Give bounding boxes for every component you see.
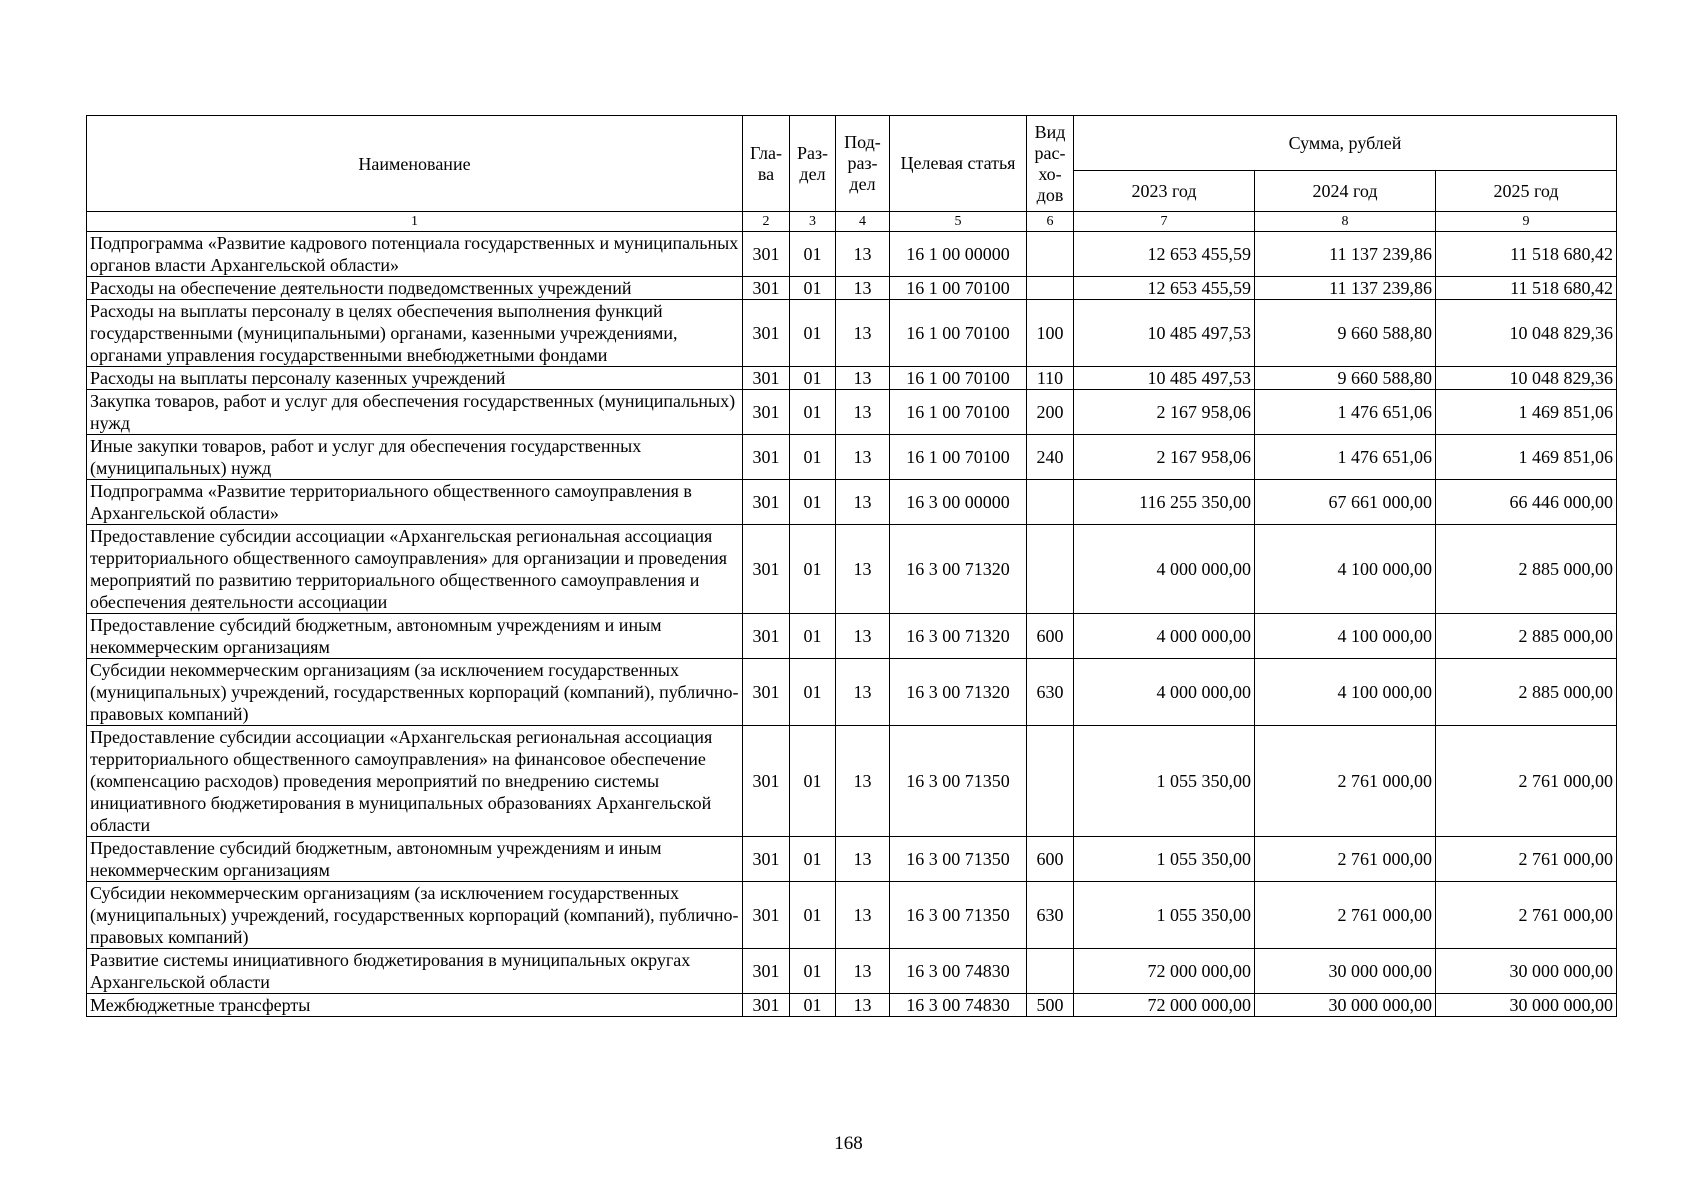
row-name: Субсидии некоммерческим организациям (за исключением государственных (муниципальных) учреждений, государственных корпораций (компаний), публично-правовых компаний) bbox=[87, 659, 743, 726]
amount-2025-cell: 10 048 829,36 bbox=[1436, 300, 1617, 367]
podrazdel-cell: 13 bbox=[836, 367, 890, 390]
tselevaya-statya-cell: 16 1 00 70100 bbox=[890, 277, 1027, 300]
razdel-cell: 01 bbox=[790, 277, 836, 300]
vid-raskhodov-cell bbox=[1027, 480, 1074, 525]
tselevaya-statya-cell: 16 3 00 71320 bbox=[890, 525, 1027, 614]
amount-2024-cell: 9 660 588,80 bbox=[1255, 300, 1436, 367]
table-row bbox=[87, 659, 1617, 726]
razdel-cell: 01 bbox=[790, 837, 836, 882]
amount-2024-cell: 4 100 000,00 bbox=[1255, 659, 1436, 726]
column-number: 7 bbox=[1074, 212, 1255, 232]
amount-2023-cell: 4 000 000,00 bbox=[1074, 525, 1255, 614]
glava-cell: 301 bbox=[743, 837, 790, 882]
column-number: 8 bbox=[1255, 212, 1436, 232]
razdel-cell: 01 bbox=[790, 726, 836, 837]
row-name: Иные закупки товаров, работ и услуг для обеспечения государственных (муниципальных) нужд bbox=[87, 435, 743, 480]
amount-2025-cell: 10 048 829,36 bbox=[1436, 367, 1617, 390]
row-name: Предоставление субсидии ассоциации «Архангельская региональная ассоциация территориального общественного самоуправления» для организации и проведения мероприятий по развитию территориального общественного самоуправления и обеспечения деятельности ассоциации bbox=[87, 525, 743, 614]
table-row bbox=[87, 390, 1617, 435]
amount-2024-cell: 11 137 239,86 bbox=[1255, 277, 1436, 300]
amount-2025-cell: 30 000 000,00 bbox=[1436, 949, 1617, 994]
glava-cell: 301 bbox=[743, 949, 790, 994]
amount-2025-cell: 2 885 000,00 bbox=[1436, 659, 1617, 726]
row-name: Расходы на выплаты персоналу в целях обеспечения выполнения функций государственными (муниципальными) органами, казенными учреждениями, органами управления государственными внебюджетными фондами bbox=[87, 300, 743, 367]
table-row bbox=[87, 949, 1617, 994]
razdel-cell: 01 bbox=[790, 882, 836, 949]
podrazdel-cell: 13 bbox=[836, 277, 890, 300]
amount-2023-cell: 1 055 350,00 bbox=[1074, 837, 1255, 882]
podrazdel-cell: 13 bbox=[836, 390, 890, 435]
vid-raskhodov-cell: 600 bbox=[1027, 614, 1074, 659]
podrazdel-cell: 13 bbox=[836, 882, 890, 949]
tselevaya-statya-cell: 16 3 00 74830 bbox=[890, 994, 1027, 1017]
table-row bbox=[87, 837, 1617, 882]
tselevaya-statya-cell: 16 3 00 71320 bbox=[890, 614, 1027, 659]
amount-2024-cell: 2 761 000,00 bbox=[1255, 726, 1436, 837]
amount-2025-cell: 1 469 851,06 bbox=[1436, 435, 1617, 480]
glava-cell: 301 bbox=[743, 232, 790, 277]
amount-2023-cell: 12 653 455,59 bbox=[1074, 277, 1255, 300]
glava-cell: 301 bbox=[743, 882, 790, 949]
razdel-cell: 01 bbox=[790, 614, 836, 659]
razdel-cell: 01 bbox=[790, 232, 836, 277]
podrazdel-cell: 13 bbox=[836, 726, 890, 837]
header-year-2024: 2024 год bbox=[1255, 171, 1436, 212]
glava-cell: 301 bbox=[743, 367, 790, 390]
vid-raskhodov-cell: 500 bbox=[1027, 994, 1074, 1017]
row-name: Расходы на выплаты персоналу казенных учреждений bbox=[87, 367, 743, 390]
amount-2025-cell: 11 518 680,42 bbox=[1436, 277, 1617, 300]
podrazdel-cell: 13 bbox=[836, 994, 890, 1017]
table-row bbox=[87, 726, 1617, 837]
amount-2025-cell: 2 885 000,00 bbox=[1436, 525, 1617, 614]
table-row bbox=[87, 435, 1617, 480]
tselevaya-statya-cell: 16 1 00 70100 bbox=[890, 435, 1027, 480]
podrazdel-cell: 13 bbox=[836, 480, 890, 525]
glava-cell: 301 bbox=[743, 525, 790, 614]
column-number: 6 bbox=[1027, 212, 1074, 232]
header-year-2025: 2025 год bbox=[1436, 171, 1617, 212]
vid-raskhodov-cell bbox=[1027, 277, 1074, 300]
row-name: Предоставление субсидий бюджетным, автономным учреждениям и иным некоммерческим организациям bbox=[87, 614, 743, 659]
podrazdel-cell: 13 bbox=[836, 300, 890, 367]
glava-cell: 301 bbox=[743, 726, 790, 837]
amount-2024-cell: 2 761 000,00 bbox=[1255, 882, 1436, 949]
vid-raskhodov-cell bbox=[1027, 525, 1074, 614]
podrazdel-cell: 13 bbox=[836, 232, 890, 277]
amount-2024-cell: 2 761 000,00 bbox=[1255, 837, 1436, 882]
vid-raskhodov-cell: 240 bbox=[1027, 435, 1074, 480]
razdel-cell: 01 bbox=[790, 390, 836, 435]
tselevaya-statya-cell: 16 1 00 70100 bbox=[890, 300, 1027, 367]
column-number: 3 bbox=[790, 212, 836, 232]
amount-2023-cell: 10 485 497,53 bbox=[1074, 367, 1255, 390]
vid-raskhodov-cell: 200 bbox=[1027, 390, 1074, 435]
column-number: 1 bbox=[87, 212, 743, 232]
header-glava: Гла-ва bbox=[743, 116, 790, 212]
vid-raskhodov-cell: 110 bbox=[1027, 367, 1074, 390]
amount-2024-cell: 1 476 651,06 bbox=[1255, 435, 1436, 480]
row-name: Предоставление субсидии ассоциации «Архангельская региональная ассоциация территориального общественного самоуправления» на финансовое обеспечение (компенсацию расходов) проведения мероприятий по внедрению системы инициативного бюджетирования в муниципальных образованиях Архангельской области bbox=[87, 726, 743, 837]
amount-2023-cell: 1 055 350,00 bbox=[1074, 882, 1255, 949]
table-row bbox=[87, 300, 1617, 367]
razdel-cell: 01 bbox=[790, 435, 836, 480]
vid-raskhodov-cell: 100 bbox=[1027, 300, 1074, 367]
amount-2024-cell: 30 000 000,00 bbox=[1255, 949, 1436, 994]
column-number: 4 bbox=[836, 212, 890, 232]
header-name: Наименование bbox=[87, 116, 743, 212]
glava-cell: 301 bbox=[743, 614, 790, 659]
header-vid-raskhodov: Вид рас-хо-дов bbox=[1027, 116, 1074, 212]
amount-2023-cell: 4 000 000,00 bbox=[1074, 614, 1255, 659]
row-name: Подпрограмма «Развитие кадрового потенциала государственных и муниципальных органов власти Архангельской области» bbox=[87, 232, 743, 277]
glava-cell: 301 bbox=[743, 994, 790, 1017]
amount-2024-cell: 11 137 239,86 bbox=[1255, 232, 1436, 277]
amount-2025-cell: 2 761 000,00 bbox=[1436, 882, 1617, 949]
row-name: Предоставление субсидий бюджетным, автономным учреждениям и иным некоммерческим организациям bbox=[87, 837, 743, 882]
header-summa: Сумма, рублей bbox=[1074, 116, 1617, 171]
vid-raskhodov-cell: 630 bbox=[1027, 659, 1074, 726]
amount-2023-cell: 72 000 000,00 bbox=[1074, 994, 1255, 1017]
podrazdel-cell: 13 bbox=[836, 659, 890, 726]
vid-raskhodov-cell bbox=[1027, 726, 1074, 837]
razdel-cell: 01 bbox=[790, 300, 836, 367]
podrazdel-cell: 13 bbox=[836, 435, 890, 480]
amount-2023-cell: 2 167 958,06 bbox=[1074, 390, 1255, 435]
amount-2023-cell: 12 653 455,59 bbox=[1074, 232, 1255, 277]
table-row bbox=[87, 994, 1617, 1017]
glava-cell: 301 bbox=[743, 659, 790, 726]
vid-raskhodov-cell: 630 bbox=[1027, 882, 1074, 949]
glava-cell: 301 bbox=[743, 435, 790, 480]
amount-2023-cell: 116 255 350,00 bbox=[1074, 480, 1255, 525]
razdel-cell: 01 bbox=[790, 367, 836, 390]
header-podrazdel: Под-раз-дел bbox=[836, 116, 890, 212]
tselevaya-statya-cell: 16 3 00 71320 bbox=[890, 659, 1027, 726]
vid-raskhodov-cell: 600 bbox=[1027, 837, 1074, 882]
glava-cell: 301 bbox=[743, 480, 790, 525]
glava-cell: 301 bbox=[743, 277, 790, 300]
amount-2024-cell: 9 660 588,80 bbox=[1255, 367, 1436, 390]
amount-2025-cell: 66 446 000,00 bbox=[1436, 480, 1617, 525]
tselevaya-statya-cell: 16 3 00 74830 bbox=[890, 949, 1027, 994]
vid-raskhodov-cell bbox=[1027, 232, 1074, 277]
tselevaya-statya-cell: 16 3 00 71350 bbox=[890, 726, 1027, 837]
page-number: 168 bbox=[834, 1133, 863, 1154]
table-row bbox=[87, 614, 1617, 659]
podrazdel-cell: 13 bbox=[836, 525, 890, 614]
header-year-2023: 2023 год bbox=[1074, 171, 1255, 212]
row-name: Расходы на обеспечение деятельности подведомственных учреждений bbox=[87, 277, 743, 300]
budget-table bbox=[86, 115, 1617, 1017]
glava-cell: 301 bbox=[743, 390, 790, 435]
table-row bbox=[87, 525, 1617, 614]
table-row bbox=[87, 367, 1617, 390]
row-name: Закупка товаров, работ и услуг для обеспечения государственных (муниципальных) нужд bbox=[87, 390, 743, 435]
amount-2024-cell: 67 661 000,00 bbox=[1255, 480, 1436, 525]
podrazdel-cell: 13 bbox=[836, 837, 890, 882]
row-name: Субсидии некоммерческим организациям (за исключением государственных (муниципальных) учреждений, государственных корпораций (компаний), публично-правовых компаний) bbox=[87, 882, 743, 949]
table-row bbox=[87, 882, 1617, 949]
row-name: Подпрограмма «Развитие территориального общественного самоуправления в Архангельской области» bbox=[87, 480, 743, 525]
razdel-cell: 01 bbox=[790, 525, 836, 614]
table-row bbox=[87, 277, 1617, 300]
amount-2025-cell: 2 885 000,00 bbox=[1436, 614, 1617, 659]
podrazdel-cell: 13 bbox=[836, 949, 890, 994]
glava-cell: 301 bbox=[743, 300, 790, 367]
row-name: Развитие системы инициативного бюджетирования в муниципальных округах Архангельской области bbox=[87, 949, 743, 994]
column-number: 5 bbox=[890, 212, 1027, 232]
vid-raskhodov-cell bbox=[1027, 949, 1074, 994]
amount-2025-cell: 30 000 000,00 bbox=[1436, 994, 1617, 1017]
razdel-cell: 01 bbox=[790, 480, 836, 525]
header-tselevaya-statya: Целевая статья bbox=[890, 116, 1027, 212]
amount-2024-cell: 1 476 651,06 bbox=[1255, 390, 1436, 435]
razdel-cell: 01 bbox=[790, 994, 836, 1017]
amount-2025-cell: 11 518 680,42 bbox=[1436, 232, 1617, 277]
row-name: Межбюджетные трансферты bbox=[87, 994, 743, 1017]
amount-2023-cell: 1 055 350,00 bbox=[1074, 726, 1255, 837]
tselevaya-statya-cell: 16 3 00 71350 bbox=[890, 837, 1027, 882]
header-razdel: Раз-дел bbox=[790, 116, 836, 212]
podrazdel-cell: 13 bbox=[836, 614, 890, 659]
amount-2023-cell: 10 485 497,53 bbox=[1074, 300, 1255, 367]
table-row bbox=[87, 232, 1617, 277]
amount-2025-cell: 1 469 851,06 bbox=[1436, 390, 1617, 435]
razdel-cell: 01 bbox=[790, 659, 836, 726]
amount-2025-cell: 2 761 000,00 bbox=[1436, 837, 1617, 882]
amount-2023-cell: 4 000 000,00 bbox=[1074, 659, 1255, 726]
tselevaya-statya-cell: 16 3 00 71350 bbox=[890, 882, 1027, 949]
amount-2025-cell: 2 761 000,00 bbox=[1436, 726, 1617, 837]
column-number: 9 bbox=[1436, 212, 1617, 232]
tselevaya-statya-cell: 16 1 00 70100 bbox=[890, 390, 1027, 435]
amount-2024-cell: 30 000 000,00 bbox=[1255, 994, 1436, 1017]
tselevaya-statya-cell: 16 1 00 70100 bbox=[890, 367, 1027, 390]
razdel-cell: 01 bbox=[790, 949, 836, 994]
amount-2024-cell: 4 100 000,00 bbox=[1255, 525, 1436, 614]
column-number: 2 bbox=[743, 212, 790, 232]
amount-2023-cell: 72 000 000,00 bbox=[1074, 949, 1255, 994]
amount-2023-cell: 2 167 958,06 bbox=[1074, 435, 1255, 480]
table-row bbox=[87, 480, 1617, 525]
table-body bbox=[87, 232, 1617, 1017]
tselevaya-statya-cell: 16 1 00 00000 bbox=[890, 232, 1027, 277]
tselevaya-statya-cell: 16 3 00 00000 bbox=[890, 480, 1027, 525]
amount-2024-cell: 4 100 000,00 bbox=[1255, 614, 1436, 659]
